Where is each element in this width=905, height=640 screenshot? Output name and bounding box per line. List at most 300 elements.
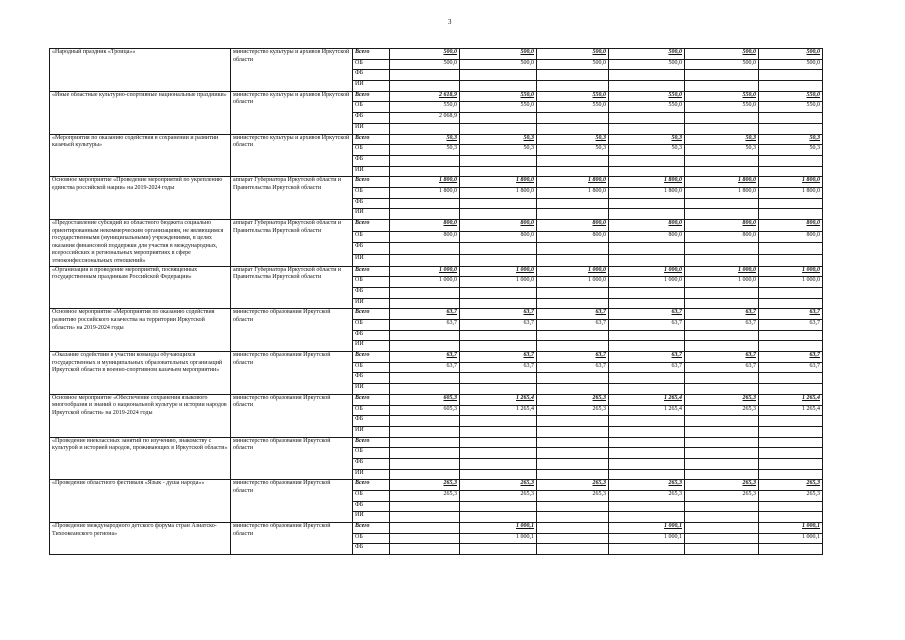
amount-cell: 63,7: [685, 352, 759, 363]
funding-source: Всего: [353, 91, 390, 102]
funding-source: ФБ: [353, 155, 390, 166]
amount-cell: [460, 330, 537, 341]
amount-cell: 63,7: [685, 309, 759, 320]
amount-cell: [685, 70, 759, 81]
amount-cell: [759, 298, 823, 309]
amount-cell: 1 800,0: [759, 187, 823, 198]
funding-source: ФБ: [353, 113, 390, 124]
amount-cell: [460, 123, 537, 134]
amount-cell: 800,0: [460, 231, 537, 243]
amount-cell: 605,3: [390, 405, 460, 416]
amount-cell: [537, 330, 609, 341]
amount-cell: 800,0: [609, 220, 685, 232]
activity-description: «Мероприятия по оказанию содействия в сохранении и развитии казачьей культуры»: [50, 134, 231, 177]
amount-cell: [390, 166, 460, 177]
amount-cell: 1 265,4: [460, 394, 537, 405]
amount-cell: 550,0: [609, 102, 685, 113]
amount-cell: 1 000,0: [390, 266, 460, 277]
amount-cell: 265,3: [390, 480, 460, 491]
amount-cell: [759, 70, 823, 81]
amount-cell: 1 800,0: [460, 177, 537, 188]
amount-cell: [759, 209, 823, 220]
block-total-row: [50, 134, 823, 145]
amount-cell: 63,7: [759, 309, 823, 320]
amount-cell: 63,7: [537, 362, 609, 373]
amount-cell: 1 000,0: [685, 277, 759, 288]
amount-cell: 63,7: [759, 362, 823, 373]
amount-cell: [460, 384, 537, 395]
funding-source: Всего: [353, 177, 390, 188]
amount-cell: [685, 209, 759, 220]
responsible-executor: министерство образования Иркутской области: [231, 352, 353, 395]
amount-cell: [460, 544, 537, 555]
amount-cell: 550,0: [537, 102, 609, 113]
amount-cell: [609, 426, 685, 437]
amount-cell: 1 000,0: [759, 266, 823, 277]
funding-source: ФБ: [353, 70, 390, 81]
funding-source: ФБ: [353, 544, 390, 555]
amount-cell: [609, 123, 685, 134]
amount-cell: [759, 469, 823, 480]
amount-cell: 63,7: [759, 320, 823, 331]
amount-cell: [609, 166, 685, 177]
amount-cell: [537, 298, 609, 309]
amount-cell: [460, 287, 537, 298]
activity-description: «Предоставление субсидий из областного бюджета социально ориентированным некоммерческим организациям, не являющимся государственными (муниципальными) учреждениями, в целях оказания финансовой поддержки для участия в международных, всероссийских и региональных мероприятиях в сфере этноконфессиональных отношений»: [50, 220, 231, 267]
amount-cell: 265,3: [759, 480, 823, 491]
block-total-row: [50, 480, 823, 491]
amount-cell: [390, 70, 460, 81]
amount-cell: 500,0: [685, 49, 759, 60]
amount-cell: [390, 373, 460, 384]
amount-cell: [685, 155, 759, 166]
amount-cell: [390, 123, 460, 134]
amount-cell: [609, 298, 685, 309]
amount-cell: [537, 416, 609, 427]
amount-cell: 1 000,0: [537, 266, 609, 277]
amount-cell: [390, 416, 460, 427]
amount-cell: 265,3: [609, 491, 685, 502]
amount-cell: 550,0: [685, 102, 759, 113]
amount-cell: 800,0: [759, 220, 823, 232]
amount-cell: [609, 155, 685, 166]
amount-cell: [390, 341, 460, 352]
amount-cell: 63,7: [609, 352, 685, 363]
amount-cell: [460, 373, 537, 384]
activity-description: «Проведение областного фестиваля «Язык - душа народа»»: [50, 480, 231, 523]
responsible-executor: министерство культуры и архивов Иркутской области: [231, 49, 353, 92]
amount-cell: 50,3: [609, 145, 685, 156]
amount-cell: [390, 523, 460, 534]
amount-cell: 800,0: [537, 220, 609, 232]
amount-cell: 1 265,4: [759, 405, 823, 416]
amount-cell: [537, 155, 609, 166]
amount-cell: 265,3: [390, 491, 460, 502]
amount-cell: [685, 458, 759, 469]
amount-cell: 1 000,0: [460, 266, 537, 277]
amount-cell: [609, 437, 685, 448]
amount-cell: 1 000,0: [609, 277, 685, 288]
amount-cell: [390, 426, 460, 437]
amount-cell: [537, 512, 609, 523]
amount-cell: 500,0: [460, 49, 537, 60]
amount-cell: [759, 287, 823, 298]
amount-cell: 63,7: [685, 320, 759, 331]
amount-cell: [685, 384, 759, 395]
responsible-executor: аппарат Губернатора Иркутской области и Правительства Иркутской области: [231, 266, 353, 309]
amount-cell: 1 265,4: [460, 405, 537, 416]
amount-cell: 265,3: [685, 394, 759, 405]
amount-cell: 1 000,0: [685, 266, 759, 277]
responsible-executor: министерство образования Иркутской области: [231, 523, 353, 555]
amount-cell: [759, 341, 823, 352]
amount-cell: 63,7: [609, 362, 685, 373]
amount-cell: [537, 113, 609, 124]
amount-cell: [537, 209, 609, 220]
block-total-row: [50, 523, 823, 534]
amount-cell: 1 800,0: [460, 187, 537, 198]
funding-source: ОБ: [353, 405, 390, 416]
amount-cell: 63,7: [460, 362, 537, 373]
amount-cell: 265,3: [460, 491, 537, 502]
amount-cell: [537, 501, 609, 512]
funding-source: Всего: [353, 352, 390, 363]
amount-cell: [759, 384, 823, 395]
amount-cell: 1 000,0: [609, 266, 685, 277]
funding-source: ИИ: [353, 426, 390, 437]
block-total-row: [50, 49, 823, 60]
funding-source: ОБ: [353, 102, 390, 113]
amount-cell: [609, 373, 685, 384]
amount-cell: 550,0: [609, 91, 685, 102]
amount-cell: [390, 198, 460, 209]
amount-cell: [537, 469, 609, 480]
amount-cell: [685, 523, 759, 534]
funding-source: ОБ: [353, 187, 390, 198]
amount-cell: [759, 155, 823, 166]
funding-source: ОБ: [353, 231, 390, 243]
amount-cell: 800,0: [460, 220, 537, 232]
amount-cell: [390, 544, 460, 555]
amount-cell: 63,7: [685, 362, 759, 373]
amount-cell: [537, 254, 609, 266]
amount-cell: [609, 512, 685, 523]
amount-cell: [537, 81, 609, 92]
amount-cell: 63,7: [390, 362, 460, 373]
funding-source: ФБ: [353, 501, 390, 512]
amount-cell: [460, 341, 537, 352]
block-total-row: [50, 352, 823, 363]
amount-cell: [390, 209, 460, 220]
amount-cell: [460, 209, 537, 220]
block-total-row: [50, 220, 823, 232]
amount-cell: [685, 469, 759, 480]
amount-cell: [685, 287, 759, 298]
responsible-executor: министерство культуры и архивов Иркутской области: [231, 91, 353, 134]
amount-cell: 265,3: [685, 480, 759, 491]
amount-cell: 2 618,9: [390, 91, 460, 102]
budget-table: [49, 48, 823, 555]
funding-source: Всего: [353, 266, 390, 277]
amount-cell: 1 000,0: [759, 277, 823, 288]
amount-cell: 63,7: [460, 352, 537, 363]
amount-cell: [759, 373, 823, 384]
amount-cell: [609, 501, 685, 512]
amount-cell: 1 000,1: [609, 523, 685, 534]
amount-cell: 550,0: [460, 91, 537, 102]
amount-cell: [460, 458, 537, 469]
amount-cell: [685, 544, 759, 555]
amount-cell: 50,3: [537, 134, 609, 145]
amount-cell: [685, 448, 759, 459]
funding-source: ОБ: [353, 59, 390, 70]
amount-cell: [685, 437, 759, 448]
activity-description: Основное мероприятие «Проведение мероприятий по укреплению единства российской нации» на 2019-2024 годы: [50, 177, 231, 220]
funding-source: Всего: [353, 480, 390, 491]
amount-cell: 50,3: [460, 145, 537, 156]
amount-cell: [685, 123, 759, 134]
amount-cell: [609, 330, 685, 341]
amount-cell: [460, 512, 537, 523]
amount-cell: [460, 243, 537, 255]
amount-cell: [759, 512, 823, 523]
activity-description: «Проведение международного детского форума стран Азиатско-Тихоокеанского региона»: [50, 523, 231, 555]
amount-cell: 550,0: [537, 91, 609, 102]
amount-cell: [460, 448, 537, 459]
funding-source: ФБ: [353, 458, 390, 469]
amount-cell: 1 000,1: [609, 533, 685, 544]
amount-cell: [759, 243, 823, 255]
amount-cell: [759, 113, 823, 124]
funding-source: Всего: [353, 49, 390, 60]
amount-cell: 500,0: [390, 49, 460, 60]
funding-source: ОБ: [353, 533, 390, 544]
funding-source: ИИ: [353, 469, 390, 480]
amount-cell: [460, 469, 537, 480]
amount-cell: [609, 243, 685, 255]
amount-cell: [390, 81, 460, 92]
amount-cell: [460, 254, 537, 266]
responsible-executor: министерство образования Иркутской области: [231, 437, 353, 480]
amount-cell: [460, 298, 537, 309]
amount-cell: [537, 287, 609, 298]
amount-cell: [390, 512, 460, 523]
amount-cell: [537, 166, 609, 177]
amount-cell: [685, 501, 759, 512]
activity-description: «Народный праздник «Троица»»: [50, 49, 231, 92]
amount-cell: 500,0: [460, 59, 537, 70]
amount-cell: 605,3: [390, 394, 460, 405]
amount-cell: [537, 123, 609, 134]
responsible-executor: аппарат Губернатора Иркутской области и Правительства Иркутской области: [231, 177, 353, 220]
amount-cell: [759, 437, 823, 448]
funding-source: ИИ: [353, 166, 390, 177]
amount-cell: [609, 448, 685, 459]
amount-cell: 550,0: [759, 91, 823, 102]
amount-cell: [460, 426, 537, 437]
amount-cell: 50,3: [759, 145, 823, 156]
funding-source: ИИ: [353, 298, 390, 309]
amount-cell: [759, 501, 823, 512]
amount-cell: [685, 533, 759, 544]
amount-cell: 1 000,1: [460, 523, 537, 534]
funding-source: ОБ: [353, 491, 390, 502]
amount-cell: [390, 469, 460, 480]
amount-cell: 63,7: [460, 320, 537, 331]
amount-cell: 1 800,0: [537, 177, 609, 188]
amount-cell: 500,0: [609, 49, 685, 60]
amount-cell: 50,3: [390, 145, 460, 156]
amount-cell: [685, 243, 759, 255]
amount-cell: [390, 287, 460, 298]
funding-source: Всего: [353, 523, 390, 534]
amount-cell: [685, 416, 759, 427]
amount-cell: [390, 437, 460, 448]
amount-cell: [759, 416, 823, 427]
funding-source: ИИ: [353, 81, 390, 92]
amount-cell: 2 068,9: [390, 113, 460, 124]
amount-cell: [390, 448, 460, 459]
amount-cell: 50,3: [685, 134, 759, 145]
amount-cell: 1 265,4: [609, 405, 685, 416]
amount-cell: [460, 81, 537, 92]
funding-source: ФБ: [353, 243, 390, 255]
amount-cell: 50,3: [460, 134, 537, 145]
funding-source: ОБ: [353, 362, 390, 373]
funding-source: ОБ: [353, 448, 390, 459]
amount-cell: 265,3: [685, 491, 759, 502]
amount-cell: [685, 166, 759, 177]
amount-cell: [685, 512, 759, 523]
amount-cell: [537, 437, 609, 448]
amount-cell: [537, 448, 609, 459]
amount-cell: 1 800,0: [390, 177, 460, 188]
amount-cell: 63,7: [390, 320, 460, 331]
amount-cell: 50,3: [537, 145, 609, 156]
funding-source: ИИ: [353, 209, 390, 220]
amount-cell: 63,7: [460, 309, 537, 320]
block-total-row: [50, 309, 823, 320]
amount-cell: 500,0: [390, 59, 460, 70]
amount-cell: [609, 458, 685, 469]
amount-cell: 550,0: [390, 102, 460, 113]
amount-cell: 1 000,1: [759, 533, 823, 544]
amount-cell: 265,3: [759, 491, 823, 502]
amount-cell: 1 265,4: [609, 394, 685, 405]
amount-cell: 800,0: [685, 220, 759, 232]
amount-cell: [759, 448, 823, 459]
amount-cell: [609, 544, 685, 555]
amount-cell: 1 000,1: [759, 523, 823, 534]
amount-cell: [537, 426, 609, 437]
amount-cell: [759, 254, 823, 266]
amount-cell: 1 800,0: [685, 187, 759, 198]
amount-cell: [685, 113, 759, 124]
amount-cell: [460, 198, 537, 209]
amount-cell: 50,3: [609, 134, 685, 145]
amount-cell: 1 800,0: [759, 177, 823, 188]
activity-description: «Проведение внеклассных занятий по изучению, знакомству с культурой и историей народов, проживающих в Иркутской области»: [50, 437, 231, 480]
amount-cell: [537, 198, 609, 209]
amount-cell: [609, 287, 685, 298]
amount-cell: [609, 341, 685, 352]
amount-cell: [609, 384, 685, 395]
amount-cell: 500,0: [609, 59, 685, 70]
amount-cell: 63,7: [537, 352, 609, 363]
funding-source: ФБ: [353, 198, 390, 209]
amount-cell: 1 000,0: [537, 277, 609, 288]
funding-source: ОБ: [353, 145, 390, 156]
amount-cell: [460, 113, 537, 124]
amount-cell: 265,3: [609, 480, 685, 491]
amount-cell: [460, 416, 537, 427]
amount-cell: 63,7: [537, 320, 609, 331]
amount-cell: [390, 384, 460, 395]
funding-source: ФБ: [353, 330, 390, 341]
amount-cell: [390, 458, 460, 469]
funding-source: ФБ: [353, 416, 390, 427]
amount-cell: [537, 384, 609, 395]
amount-cell: [537, 523, 609, 534]
amount-cell: [685, 298, 759, 309]
amount-cell: [537, 544, 609, 555]
amount-cell: [390, 243, 460, 255]
amount-cell: [537, 373, 609, 384]
amount-cell: [460, 166, 537, 177]
funding-source: ФБ: [353, 287, 390, 298]
funding-source: ОБ: [353, 320, 390, 331]
amount-cell: 63,7: [390, 352, 460, 363]
amount-cell: [609, 113, 685, 124]
amount-cell: [609, 70, 685, 81]
funding-source: ИИ: [353, 384, 390, 395]
activity-description: Основное мероприятие «Обеспечение сохранения языкового многообразия и знаний о национальной культуре и истории народов Иркутской области» на 2019-2024 годы: [50, 394, 231, 437]
block-total-row: [50, 266, 823, 277]
amount-cell: 1 000,0: [460, 277, 537, 288]
amount-cell: 550,0: [759, 102, 823, 113]
amount-cell: 265,3: [537, 394, 609, 405]
responsible-executor: министерство культуры и архивов Иркутской области: [231, 134, 353, 177]
amount-cell: [460, 501, 537, 512]
amount-cell: [460, 155, 537, 166]
amount-cell: [609, 81, 685, 92]
amount-cell: [685, 330, 759, 341]
responsible-executor: министерство образования Иркутской области: [231, 309, 353, 352]
responsible-executor: аппарат Губернатора Иркутской области и Правительства Иркутской области: [231, 220, 353, 267]
amount-cell: [460, 70, 537, 81]
amount-cell: [390, 155, 460, 166]
funding-source: ИИ: [353, 254, 390, 266]
page-number: 3: [448, 18, 452, 26]
amount-cell: 800,0: [537, 231, 609, 243]
amount-cell: [537, 341, 609, 352]
funding-source: Всего: [353, 394, 390, 405]
amount-cell: [759, 123, 823, 134]
amount-cell: 1 800,0: [685, 177, 759, 188]
amount-cell: 500,0: [537, 59, 609, 70]
amount-cell: [460, 437, 537, 448]
block-total-row: [50, 437, 823, 448]
amount-cell: 63,7: [390, 309, 460, 320]
funding-source: Всего: [353, 220, 390, 232]
amount-cell: [609, 416, 685, 427]
amount-cell: [390, 254, 460, 266]
amount-cell: 50,3: [759, 134, 823, 145]
amount-cell: [390, 330, 460, 341]
amount-cell: 1 000,1: [460, 533, 537, 544]
amount-cell: [390, 533, 460, 544]
funding-source: Всего: [353, 309, 390, 320]
